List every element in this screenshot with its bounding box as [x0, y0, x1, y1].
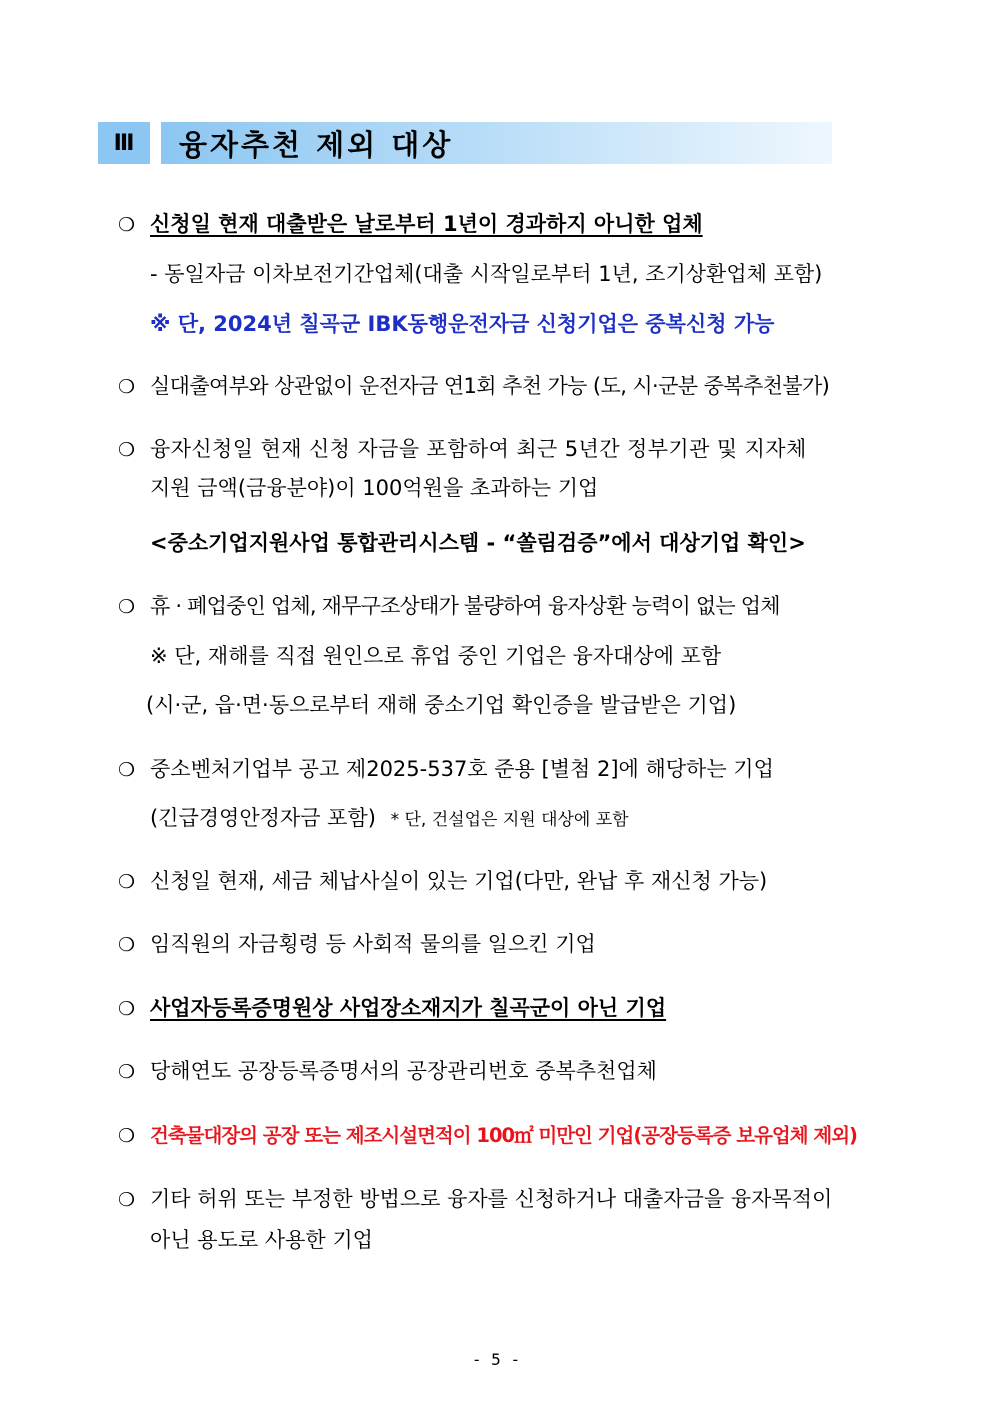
section-title-box — [161, 122, 832, 164]
list-item-11 — [118, 1184, 832, 1215]
bullet-icon: ❍ — [118, 214, 136, 236]
bullet-icon: ❍ — [118, 759, 136, 781]
item-text: 중소벤처기업부 공고 제2025-537호 준용 [별첨 2]에 해당하는 기업 — [150, 757, 774, 781]
item-11-line2: 아닌 용도로 사용한 기업 — [150, 1228, 373, 1252]
bullet-icon: ❍ — [118, 376, 136, 398]
bullet-icon: ❍ — [118, 871, 136, 893]
item-4-note2: (시·군, 읍·면·동으로부터 재해 중소기업 확인증을 발급받은 기업) — [146, 693, 737, 717]
section-title: 융자추천 제외 대상 — [179, 127, 454, 162]
list-item-8 — [118, 993, 666, 1024]
bullet-icon: ❍ — [118, 439, 136, 461]
list-item-10 — [118, 1120, 857, 1151]
list-item-2 — [118, 371, 829, 402]
item-text: 휴 · 폐업중인 업체, 재무구조상태가 불량하여 융자상환 능력이 없는 업체 — [150, 594, 780, 618]
list-item-1 — [118, 209, 703, 240]
list-item-7 — [118, 929, 596, 960]
bullet-icon: ❍ — [118, 596, 136, 618]
list-item-9 — [118, 1056, 657, 1087]
bullet-icon: ❍ — [118, 1061, 136, 1083]
item-4-note: ※ 단, 재해를 직접 원인으로 휴업 중인 기업은 융자대상에 포함 — [150, 644, 722, 668]
bullet-icon: ❍ — [118, 1189, 136, 1211]
item-text: 신청일 현재, 세금 체납사실이 있는 기업(다만, 완납 후 재신청 가능) — [150, 869, 768, 893]
list-item-3 — [118, 434, 807, 465]
item-text: 신청일 현재 대출받은 날로부터 1년이 경과하지 아니한 업체 — [150, 212, 703, 236]
item-text: 융자신청일 현재 신청 자금을 포함하여 최근 5년간 정부기관 및 지자체 — [150, 437, 807, 461]
item-text: 기타 허위 또는 부정한 방법으로 융자를 신청하거나 대출자금을 융자목적이 — [150, 1187, 833, 1211]
item-text: 사업자등록증명원상 사업장소재지가 칠곡군이 아닌 기업 — [150, 996, 667, 1020]
item-text: 당해연도 공장등록증명서의 공장관리번호 중복추천업체 — [150, 1059, 657, 1083]
list-item-6 — [118, 866, 767, 897]
item-text: 건축물대장의 공장 또는 제조시설면적이 100㎡ 미만인 기업(공장등록증 보유업체 제외) — [150, 1124, 857, 1147]
bullet-icon: ❍ — [118, 998, 136, 1020]
item-5-line2 — [150, 803, 629, 835]
item-text: 임직원의 자금횡령 등 사회적 물의를 일으킨 기업 — [150, 932, 596, 956]
bullet-icon: ❍ — [118, 934, 136, 956]
section-header — [98, 122, 832, 164]
item-1-note: ※ 단, 2024년 칠곡군 IBK동행운전자금 신청기업은 중복신청 가능 — [150, 312, 775, 336]
item-1-sub: - 동일자금 이차보전기간업체(대출 시작일로부터 1년, 조기상환업체 포함) — [150, 262, 823, 286]
section-number: Ⅲ — [98, 122, 150, 164]
item-text: 실대출여부와 상관없이 운전자금 연1회 추천 가능 (도, 시·군분 중복추천불가) — [150, 374, 830, 398]
bullet-icon: ❍ — [118, 1125, 136, 1147]
page-number: - 5 - — [471, 1350, 521, 1369]
list-item-4 — [118, 591, 780, 622]
item-5-small-note: * 단, 건설업은 지원 대상에 포함 — [390, 810, 629, 830]
item-3-line2: 지원 금액(금융분야)이 100억원을 초과하는 기업 — [150, 476, 599, 500]
item-5-text2: (긴급경영안정자금 포함) — [150, 806, 376, 830]
item-3-note: <중소기업지원사업 통합관리시스템 - “쏠림검증”에서 대상기업 확인> — [150, 531, 806, 555]
list-item-5 — [118, 754, 774, 785]
